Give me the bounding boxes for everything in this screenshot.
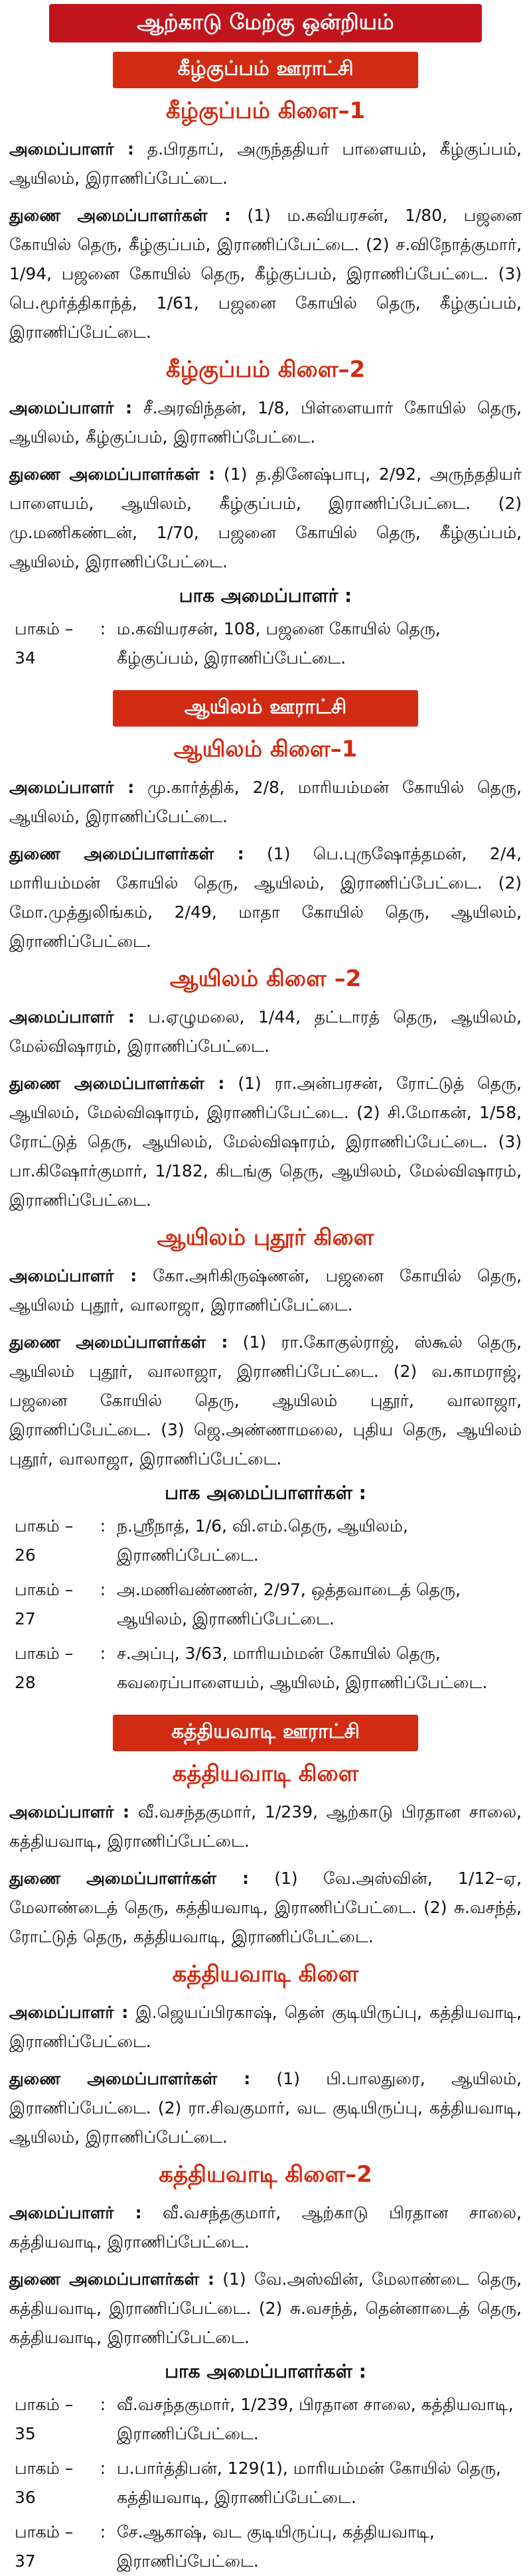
panchayat-header: கீழ்குப்பம் ஊராட்சி — [113, 52, 418, 88]
booth-separator: : — [100, 619, 106, 638]
booth-organiser-details: அ.மணிவண்ணன், 2/97, ஒத்தவாடைத் தெரு, ஆயிலம், இராணிப்பேட்டை. — [117, 1580, 461, 1628]
member-details: (1) த.தினேஷ்பாபு, 2/92, அருந்ததியர் பாளையம், ஆயிலம், கீழ்குப்பம், இராணிப்பேட்டை. (2) மு.மணிகண்டன், 1/70, பஜனை கோயில் தெரு, கீழ்குப்பம், ஆயிலம், இராணிப்பேட்டை. — [9, 465, 522, 571]
branch-title: கத்தியவாடி கிளை — [172, 1961, 359, 1987]
booth-number: பாகம் – 34 — [15, 619, 74, 668]
member-details: (1) ரா.கோகுல்ராஜ், ஸ்கூல் தெரு, ஆயிலம் புதூர், வாலாஜா, இராணிப்பேட்டை. (2) வ.காமராஜ், பஜனை கோயில் தெரு, ஆயிலம் புதூர், வாலாஜா, இராணிப்பேட்டை. (3) ஜெ.அண்ணாமலை, புதிய தெரு, ஆயிலம் புதூர், வாலாஜா, இராணிப்பேட்டை. — [9, 1332, 522, 1468]
booth-separator: : — [100, 1644, 106, 1663]
member-details: (1) பெ.புருஷோத்தமன், 2/4, மாரியம்மன் கோயில் தெரு, ஆயிலம், இராணிப்பேட்டை. (2) மோ.முத்துலிங்கம், 2/49, மாதா கோயில் தெரு, ஆயிலம், இராணிப்பேட்டை. — [9, 844, 522, 951]
role-label: அமைப்பாளர் : — [9, 1266, 137, 1285]
member-paragraph — [9, 1998, 522, 2056]
booth-organiser-details: சே.ஆகாஷ், வட குடியிருப்பு, கத்தியவாடி, இராணிப்பேட்டை. — [117, 2522, 435, 2571]
booth-organiser-details: ச.அப்பு, 3/63, மாரியம்மன் கோயில் தெரு, கவரைப்பாளையம், ஆயிலம், இராணிப்பேட்டை. — [117, 1644, 488, 1692]
role-label: அமைப்பாளர் : — [9, 2003, 129, 2022]
member-paragraph — [9, 1261, 522, 1320]
booth-organisers-heading: பாக அமைப்பாளர்கள் : — [165, 1482, 366, 1504]
booth-row — [9, 1512, 522, 1570]
role-label: அமைப்பாளர் : — [9, 2203, 142, 2222]
member-details: சீ.அரவிந்தன், 1/8, பிள்ளையார் கோயில் தெரு, ஆயிலம், கீழ்குப்பம், இராணிப்பேட்டை. — [9, 398, 522, 447]
member-details: த.பிரதாப், அருந்ததியர் பாளையம், கீழ்குப்பம், ஆயிலம், இராணிப்பேட்டை. — [9, 139, 522, 188]
member-details: (1) ரா.அன்பரசன், ரோட்டுத் தெரு, ஆயிலம், மேல்விஷாரம், இராணிப்பேட்டை. (2) சி.மோகன், 1/58, ரோட்டுத் தெரு, ஆயிலம், மேல்விஷாரம், இராணிப்பேட்டை. (3) பா.கிஷோர்குமார், 1/182, கிடங்கு தெரு, ஆயிலம், மேல்விஷாரம், இராணிப்பேட்டை. — [9, 1074, 522, 1210]
member-paragraph — [9, 2198, 522, 2257]
member-paragraph — [9, 1003, 522, 1061]
branch-title: ஆயிலம் புதூர் கிளை — [157, 1224, 374, 1251]
member-paragraph — [9, 1069, 522, 1215]
member-paragraph — [9, 394, 522, 452]
booth-number: பாகம் – 26 — [15, 1516, 74, 1565]
booth-organiser-details: வீ.வசந்தகுமார், 1/239, பிரதான சாலை, கத்தியவாடி, இராணிப்பேட்டை. — [117, 2395, 514, 2443]
role-label: துணை அமைப்பாளர்கள் : — [9, 1074, 225, 1093]
member-paragraph — [9, 460, 522, 577]
union-title: ஆற்காடு மேற்கு ஒன்றியம் — [49, 4, 482, 42]
role-label: துணை அமைப்பாளர்கள் : — [9, 2069, 251, 2088]
booth-organiser-details: ப.பார்த்திபன், 129(1), மாரியம்மன் கோயில் தெரு, கத்தியவாடி, இராணிப்பேட்டை. — [117, 2459, 501, 2507]
member-details: மு.கார்த்திக், 2/8, மாரியம்மன் கோயில் தெரு, ஆயிலம், இராணிப்பேட்டை. — [9, 778, 522, 826]
role-label: துணை அமைப்பாளர்கள் : — [9, 206, 231, 225]
member-details: வீ.வசந்தகுமார், 1/239, ஆற்காடு பிரதான சாலை, கத்தியவாடி, இராணிப்பேட்டை. — [9, 1802, 522, 1851]
member-paragraph — [9, 773, 522, 831]
booth-organisers-heading: பாக அமைப்பாளர் : — [179, 585, 352, 607]
role-label: துணை அமைப்பாளர்கள் : — [9, 2269, 215, 2289]
member-paragraph — [9, 1864, 522, 1952]
panchayat-header: ஆயிலம் ஊராட்சி — [113, 690, 418, 727]
booth-organisers-heading: பாக அமைப்பாளர்கள் : — [165, 2360, 366, 2382]
role-label: துணை அமைப்பாளர்கள் : — [9, 1869, 250, 1888]
booth-separator: : — [100, 2459, 106, 2478]
booth-organiser-details: ந.ஸ்ரீநாத், 1/6, வி.எம்.தெரு, ஆயிலம், இராணிப்பேட்டை. — [117, 1516, 408, 1565]
booth-row — [9, 614, 522, 673]
role-label: அமைப்பாளர் : — [9, 398, 133, 417]
role-label: துணை அமைப்பாளர்கள் : — [9, 465, 216, 484]
member-details: (1) ம.கவியரசன், 1/80, பஜனை கோயில் தெரு, கீழ்குப்பம், இராணிப்பேட்டை. (2) ச.விநோத்குமார், 1/94, பஜனை கோயில் தெரு, கீழ்குப்பம், இராணிப்பேட்டை. (3) பெ.மூர்த்திகாந்த், 1/61, பஜனை கோயில் தெரு, கீழ்குப்பம், இராணிப்பேட்டை. — [9, 206, 522, 342]
booth-row — [9, 2454, 522, 2512]
booth-separator: : — [100, 2522, 106, 2541]
role-label: துணை அமைப்பாளர்கள் : — [9, 844, 244, 863]
booth-row — [9, 2518, 522, 2576]
member-details: ப.ஏழுமலை, 1/44, தட்டாரத் தெரு, ஆயிலம், மேல்விஷாரம், இராணிப்பேட்டை. — [9, 1007, 522, 1056]
booth-separator: : — [100, 1516, 106, 1536]
role-label: அமைப்பாளர் : — [9, 1802, 130, 1822]
role-label: துணை அமைப்பாளர்கள் : — [9, 1332, 228, 1352]
branch-title: ஆயிலம் கிளை–1 — [173, 736, 358, 762]
booth-row — [9, 1639, 522, 1697]
booth-organiser-details: ம.கவியரசன், 108, பஜனை கோயில் தெரு, கீழ்குப்பம், இராணிப்பேட்டை. — [117, 619, 441, 668]
booth-number: பாகம் – 36 — [15, 2459, 74, 2507]
booth-number: பாகம் – 28 — [15, 1644, 74, 1692]
document-content — [9, 52, 522, 2576]
branch-title: கத்தியவாடி கிளை — [172, 1760, 359, 1787]
member-paragraph — [9, 201, 522, 347]
member-paragraph — [9, 839, 522, 956]
member-details: (1) பி.பாலதுரை, ஆயிலம், இராணிப்பேட்டை. (2) ரா.சிவகுமார், வட குடியிருப்பு, கத்தியவாடி, ஆயிலம், இராணிப்பேட்டை. — [9, 2069, 522, 2147]
member-details: (1) வே.அஸ்வின், 1/12–ஏ, மேலாண்டைத் தெரு, கத்தியவாடி, இராணிப்பேட்டை. (2) சு.வசந்த், ரோட்டுத் தெரு, கத்தியவாடி, இராணிப்பேட்டை. — [9, 1869, 522, 1946]
member-details: (1) வே.அஸ்வின், மேலாண்டை தெரு, கத்தியவாடி, இராணிப்பேட்டை. (2) சு.வசந்த், தென்னாடைத் தெரு, கத்தியவாடி, இராணிப்பேட்டை. — [9, 2269, 522, 2347]
branch-title: கீழ்குப்பம் கிளை–2 — [165, 356, 366, 383]
member-paragraph — [9, 2064, 522, 2152]
member-details: வீ.வசந்தகுமார், ஆற்காடு பிரதான சாலை, கத்தியவாடி, இராணிப்பேட்டை. — [9, 2203, 522, 2252]
branch-title: கத்தியவாடி கிளை–2 — [159, 2161, 372, 2188]
member-details: கோ.அரிகிருஷ்ணன், பஜனை கோயில் தெரு, ஆயிலம் புதூர், வாலாஜா, இராணிப்பேட்டை. — [9, 1266, 522, 1315]
member-paragraph — [9, 1798, 522, 1856]
branch-title: ஆயிலம் கிளை –2 — [169, 966, 362, 992]
booth-separator: : — [100, 1580, 106, 1599]
member-paragraph — [9, 2265, 522, 2352]
panchayat-header: கத்தியவாடி ஊராட்சி — [113, 1715, 418, 1751]
booth-row — [9, 1575, 522, 1634]
role-label: அமைப்பாளர் : — [9, 139, 134, 159]
booth-row — [9, 2390, 522, 2449]
booth-number: பாகம் – 27 — [15, 1580, 74, 1628]
member-paragraph — [9, 135, 522, 193]
booth-separator: : — [100, 2395, 106, 2414]
booth-number: பாகம் – 35 — [15, 2395, 74, 2443]
member-details: இ.ஜெயப்பிரகாஷ், தென் குடியிருப்பு, கத்தியவாடி, இராணிப்பேட்டை. — [9, 2003, 522, 2051]
member-paragraph — [9, 1328, 522, 1474]
role-label: அமைப்பாளர் : — [9, 1007, 135, 1027]
branch-title: கீழ்குப்பம் கிளை–1 — [165, 98, 366, 124]
booth-number: பாகம் – 37 — [15, 2522, 74, 2571]
role-label: அமைப்பாளர் : — [9, 778, 135, 797]
